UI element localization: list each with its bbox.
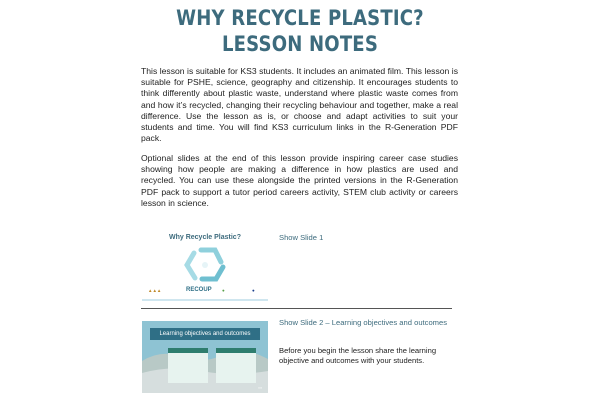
slide2-note: Before you begin the lesson share the learning objective and outcomes with your students. bbox=[279, 346, 437, 365]
intro-paragraph: This lesson is suitable for KS3 students. It includes an animated film. This lesson is suitable for PSHE, science, geography and citizenship. It encourages students to think differently about plastic waste, understand where plastic waste comes from and how it’s recycled, changing their recycling behaviour and together, make a real difference. Use the lesson as is, or choose and adapt activities to suit your students and time. You will find KS3 curriculum links in the R-Generation PDF pack. bbox=[141, 66, 458, 144]
logo-strip bbox=[142, 285, 268, 297]
slide2-title: Learning objectives and outcomes bbox=[150, 328, 260, 340]
recoup-logo: RECOUP bbox=[186, 287, 212, 293]
objectives-box bbox=[168, 348, 208, 383]
sponsor-logo: ● bbox=[252, 288, 255, 293]
slide2-thumbnail[interactable] bbox=[142, 321, 268, 393]
careers-paragraph: Optional slides at the end of this lesson provide inspiring career case studies showing how people are making a difference in how plastics are used and recycled. You can use these alongside the printed versions in the R-Generation PDF pack to support a tutor period careers activity, STEM club activity or careers lesson in science. bbox=[141, 153, 458, 208]
slide1-label: Show Slide 1 bbox=[279, 233, 324, 242]
page-title-line2: LESSON NOTES bbox=[221, 32, 379, 56]
r-generation-logo: ▲▲▲ bbox=[148, 288, 162, 293]
slide2-label: Show Slide 2 – Learning objectives and outcomes bbox=[279, 318, 448, 327]
recycle-arrows-icon bbox=[142, 227, 268, 287]
slide2-footer: ▪▪▪ bbox=[258, 386, 262, 390]
section-divider bbox=[141, 308, 452, 309]
page-title-line1: WHY RECYCLE PLASTIC? bbox=[176, 6, 424, 30]
slide1-title: Why Recycle Plastic? bbox=[169, 234, 241, 241]
outcomes-box bbox=[216, 348, 256, 383]
partner-logo: ● bbox=[222, 288, 225, 293]
slide1-thumbnail[interactable] bbox=[142, 227, 268, 301]
